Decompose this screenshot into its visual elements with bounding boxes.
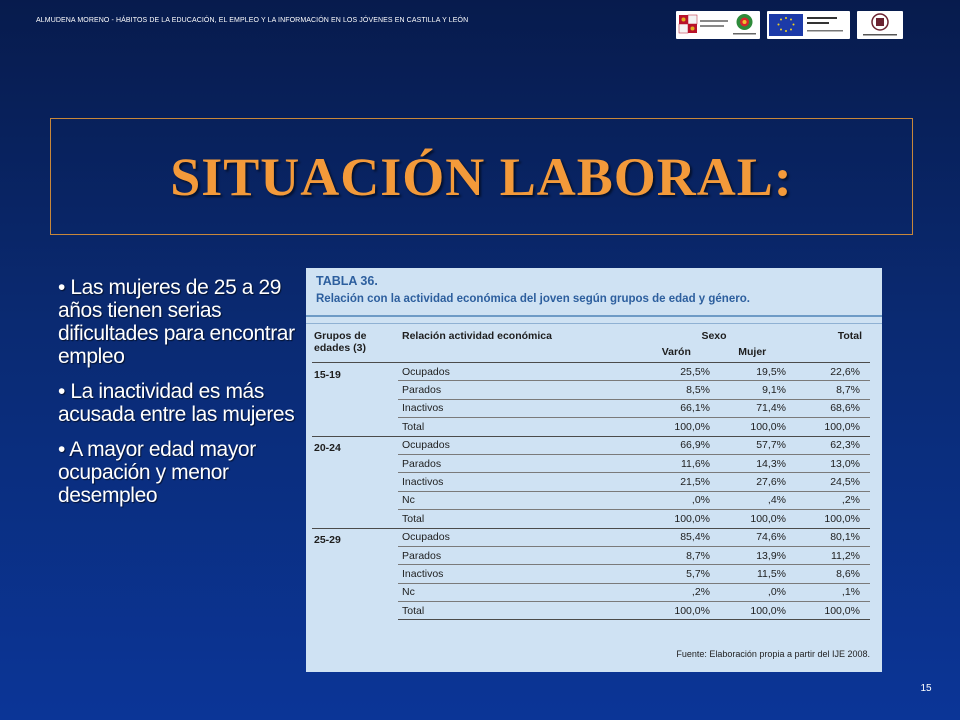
cell-total: 22,6% — [790, 363, 870, 381]
cell-varon: 5,7% — [638, 565, 714, 583]
col-header-varon: Varón — [661, 346, 691, 358]
table-row — [312, 381, 870, 399]
cell-varon: 66,1% — [638, 399, 714, 417]
cell-total: 8,6% — [790, 565, 870, 583]
cell-group — [312, 583, 398, 601]
cell-relation: Parados — [398, 454, 638, 472]
table-rule — [306, 323, 882, 324]
table-row — [312, 399, 870, 417]
cell-total: 100,0% — [790, 510, 870, 528]
data-table — [312, 330, 870, 620]
table-body — [312, 363, 870, 620]
cell-group: 20-24 — [312, 436, 398, 454]
table-image — [306, 268, 882, 672]
table-row — [312, 528, 870, 546]
bullet-list — [58, 276, 298, 519]
table-caption: Relación con la actividad económica del joven según grupos de edad y género. — [316, 293, 750, 305]
cell-varon: ,2% — [638, 583, 714, 601]
cell-relation: Parados — [398, 381, 638, 399]
table-rule — [306, 315, 882, 317]
cell-relation: Total — [398, 602, 638, 620]
col-header-total: Total — [837, 330, 862, 342]
cell-mujer: 74,6% — [714, 528, 790, 546]
table-row — [312, 454, 870, 472]
cell-relation: Ocupados — [398, 528, 638, 546]
cell-mujer: 100,0% — [714, 418, 790, 436]
col-header-group: Grupos de edades (3) — [314, 330, 367, 354]
col-header-sexo-label: Sexo — [701, 330, 727, 342]
cell-group — [312, 602, 398, 620]
cell-group — [312, 381, 398, 399]
cell-varon: 8,7% — [638, 546, 714, 564]
cell-varon: 85,4% — [638, 528, 714, 546]
cell-total: ,1% — [790, 583, 870, 601]
cell-mujer: 100,0% — [714, 602, 790, 620]
table-row — [312, 602, 870, 620]
cell-group — [312, 473, 398, 491]
cell-varon: 8,5% — [638, 381, 714, 399]
table-header-row — [312, 330, 870, 363]
cell-relation: Total — [398, 510, 638, 528]
cell-mujer: 11,5% — [714, 565, 790, 583]
cell-total: 8,7% — [790, 381, 870, 399]
cell-relation: Ocupados — [398, 363, 638, 381]
cell-mujer: 19,5% — [714, 363, 790, 381]
cell-group — [312, 491, 398, 509]
cell-relation: Nc — [398, 583, 638, 601]
cell-total: 68,6% — [790, 399, 870, 417]
cell-total: 80,1% — [790, 528, 870, 546]
page-number: 15 — [920, 683, 932, 694]
bullet-item: • La inactividad es más acusada entre las mujeres — [58, 380, 295, 426]
col-header-sexo — [638, 330, 790, 363]
table-row — [312, 473, 870, 491]
cell-group — [312, 510, 398, 528]
cell-varon: 25,5% — [638, 363, 714, 381]
cell-relation: Nc — [398, 491, 638, 509]
cell-varon: ,0% — [638, 491, 714, 509]
cell-varon: 100,0% — [638, 418, 714, 436]
cell-total: 100,0% — [790, 602, 870, 620]
cell-total: 24,5% — [790, 473, 870, 491]
cell-group — [312, 546, 398, 564]
bullet-item: • A mayor edad mayor ocupación y menor desempleo — [58, 438, 256, 507]
bullet-item: • Las mujeres de 25 a 29 años tienen serias dificultades para encontrar empleo — [58, 276, 295, 368]
cell-total: ,2% — [790, 491, 870, 509]
cell-relation: Parados — [398, 546, 638, 564]
junta-castilla-leon-logo — [676, 11, 732, 39]
cell-relation: Inactivos — [398, 565, 638, 583]
table-source: Fuente: Elaboración propia a partir del IJE 2008. — [676, 649, 870, 659]
universidad-valladolid-logo — [857, 11, 903, 39]
table-row — [312, 418, 870, 436]
cell-group — [312, 565, 398, 583]
cell-mujer: 9,1% — [714, 381, 790, 399]
cell-mujer: 71,4% — [714, 399, 790, 417]
col-header-mujer: Mujer — [738, 346, 767, 358]
table-row — [312, 436, 870, 454]
cell-relation: Inactivos — [398, 399, 638, 417]
union-europea-logo — [767, 11, 850, 39]
cell-total: 100,0% — [790, 418, 870, 436]
cell-relation: Inactivos — [398, 473, 638, 491]
cell-total: 13,0% — [790, 454, 870, 472]
cell-mujer: 14,3% — [714, 454, 790, 472]
col-header-relation: Relación actividad económica — [402, 330, 552, 342]
cell-group: 25-29 — [312, 528, 398, 546]
cell-group — [312, 454, 398, 472]
cell-mujer: 27,6% — [714, 473, 790, 491]
cell-varon: 11,6% — [638, 454, 714, 472]
slide-title: SITUACIÓN LABORAL: — [170, 146, 793, 207]
cell-mujer: 13,9% — [714, 546, 790, 564]
table-row — [312, 583, 870, 601]
fondo-social-logo — [729, 11, 760, 39]
cell-mujer: 100,0% — [714, 510, 790, 528]
table-row — [312, 491, 870, 509]
header-text: ALMUDENA MORENO - HÁBITOS DE LA EDUCACIÓN, EL EMPLEO Y LA INFORMACIÓN EN LOS JÓVENES EN CASTILLA Y LEÓN — [36, 17, 469, 24]
title-box — [50, 118, 913, 235]
cell-varon: 21,5% — [638, 473, 714, 491]
cell-relation: Total — [398, 418, 638, 436]
cell-mujer: 57,7% — [714, 436, 790, 454]
cell-varon: 100,0% — [638, 510, 714, 528]
cell-relation: Ocupados — [398, 436, 638, 454]
cell-total: 62,3% — [790, 436, 870, 454]
table-row — [312, 363, 870, 381]
table-heading: TABLA 36. — [316, 274, 378, 288]
cell-mujer: ,4% — [714, 491, 790, 509]
cell-varon: 66,9% — [638, 436, 714, 454]
cell-group — [312, 399, 398, 417]
cell-group: 15-19 — [312, 363, 398, 381]
cell-total: 11,2% — [790, 546, 870, 564]
table-row — [312, 546, 870, 564]
table-row — [312, 565, 870, 583]
cell-varon: 100,0% — [638, 602, 714, 620]
cell-mujer: ,0% — [714, 583, 790, 601]
table-row — [312, 510, 870, 528]
cell-group — [312, 418, 398, 436]
